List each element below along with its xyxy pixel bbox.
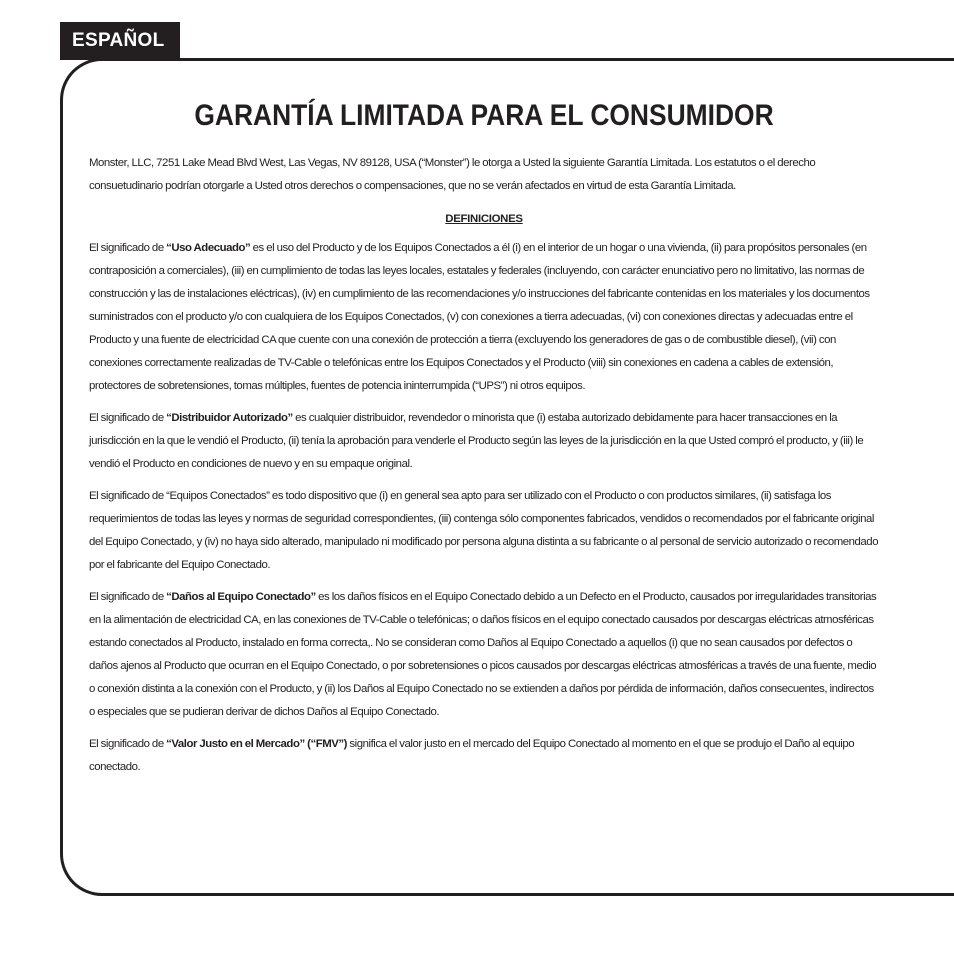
language-tab: ESPAÑOL — [60, 22, 180, 60]
definition-valor-justo-mercado — [89, 733, 879, 779]
definition-term: “Daños al Equipo Conectado” — [166, 591, 316, 603]
definition-prefix: El significado de — [89, 738, 167, 750]
definition-uso-adecuado — [89, 237, 879, 398]
definition-danos-equipo-conectado — [89, 586, 879, 724]
intro-paragraph: Monster, LLC, 7251 Lake Mead Blvd West, Las Vegas, NV 89128, USA (“Monster”) le otorga a Usted la siguiente Garantía Limitada. Los estatutos o el derecho consuetudinario podrían otorgarle a Usted otros derechos o compensaciones, que no se verán afectados en virtud de esta Garantía Limitada. — [89, 157, 816, 192]
definition-prefix: El significado de — [89, 412, 167, 424]
definition-body: es el uso del Producto y de los Equipos Conectados a él (i) en el interior de un hogar o una vivienda, (ii) para propósitos personales (en contraposición a comerciales), (iii) en cumplimiento de todas las leyes locales, estatales y federales (incluyendo, con carácter enunciativo pero no limitativo, las normas de construcción y las de instalaciones eléctricas), (iv) en cumplimiento de las recomendaciones y/o instrucciones del fabricante contenidas en los materiales y los documentos suministrados con el producto y/o con cualquiera de los Equipos Conectados, (v) con conexiones a tierra adecuadas, (vi) con conexiones directas y adecuadas entre el Producto y una fuente de electricidad CA que cuente con una conexión de protección a tierra (excluyendo los generadores de gas o de combustible diesel), (vii) con conexiones correctamente realizadas de TV-Cable o telefónicas entre los Equipos Conectados y el Producto (viii) sin conexiones en cadena a cables de extensión, protectores de sobretensiones, tomas múltiples, fuentes de potencia ininterrumpida (“UPS”) ni otros equipos. — [89, 242, 870, 392]
definition-term: “Valor Justo en el Mercado” (“FMV”) — [166, 738, 347, 750]
definition-body: es los daños físicos en el Equipo Conectado debido a un Defecto en el Producto, causados por irregularidades transitorias en la alimentación de electricidad CA, en las conexiones de TV-Cable o telefónicas; o daños físicos en el equipo conectado causados por descargas eléctricas atmosféricas estando conectados al Producto, instalado en forma correcta,. No se consideran como Daños al Equipo Conectado a aquellos (i) que no sean causados por defectos o daños ajenos al Producto que ocurran en el Equipo Conectado, o por sobretensiones o picos causados por descargas eléctricas atmosféricas a través de una fuente, medio o conexión distinta a la conexión con el Producto, y (ii) los Daños al Equipo Conectado no se extienden a daños por pérdida de información, daños consecuentes, indirectos o especiales que se pudieran derivar de dichos Daños al Equipo Conectado. — [89, 591, 877, 718]
definition-term: “Distribuidor Autorizado” — [166, 412, 293, 424]
definition-term: “Uso Adecuado” — [166, 242, 251, 254]
definition-prefix: El significado de — [89, 591, 167, 603]
definition-distribuidor-autorizado — [89, 407, 879, 476]
warranty-content — [89, 92, 879, 788]
definition-prefix: El significado de “Equipos Conectados” es todo dispositivo que (i) en general sea apto para ser utilizado con el Producto o con productos similares, (ii) satisfaga los requerimientos de todas las leyes y normas de seguridad correspondientes, (iii) contenga sólo componentes fabricados, vendidos o recomendados por el fabricante original del Equipo Conectado, y (iv) no haya sido alterado, manipulado ni modificado por persona alguna distinta a su fabricante o al personal de servicio autorizado o recomendado por el fabricante del Equipo Conectado. — [89, 490, 879, 571]
definition-equipos-conectados — [89, 485, 879, 577]
definition-prefix: El significado de — [89, 242, 167, 254]
definition-body: significa el valor justo en el mercado del Equipo Conectado al momento en el que se produjo el Daño al equipo conectado. — [89, 738, 855, 773]
definition-body: es cualquier distribuidor, revendedor o minorista que (i) estaba autorizado debidamente para hacer transacciones en la jurisdicción en la que le vendió el Producto, (ii) tenía la aprobación para venderle el Producto según las leyes de la jurisdicción en la que Usted compró el producto, y (iii) le vendió el Producto en condiciones de nuevo y en su empaque original. — [89, 412, 864, 470]
definitions-heading: DEFINICIONES — [445, 213, 523, 225]
page-title: GARANTÍA LIMITADA PARA EL CONSUMIDOR — [194, 99, 774, 132]
